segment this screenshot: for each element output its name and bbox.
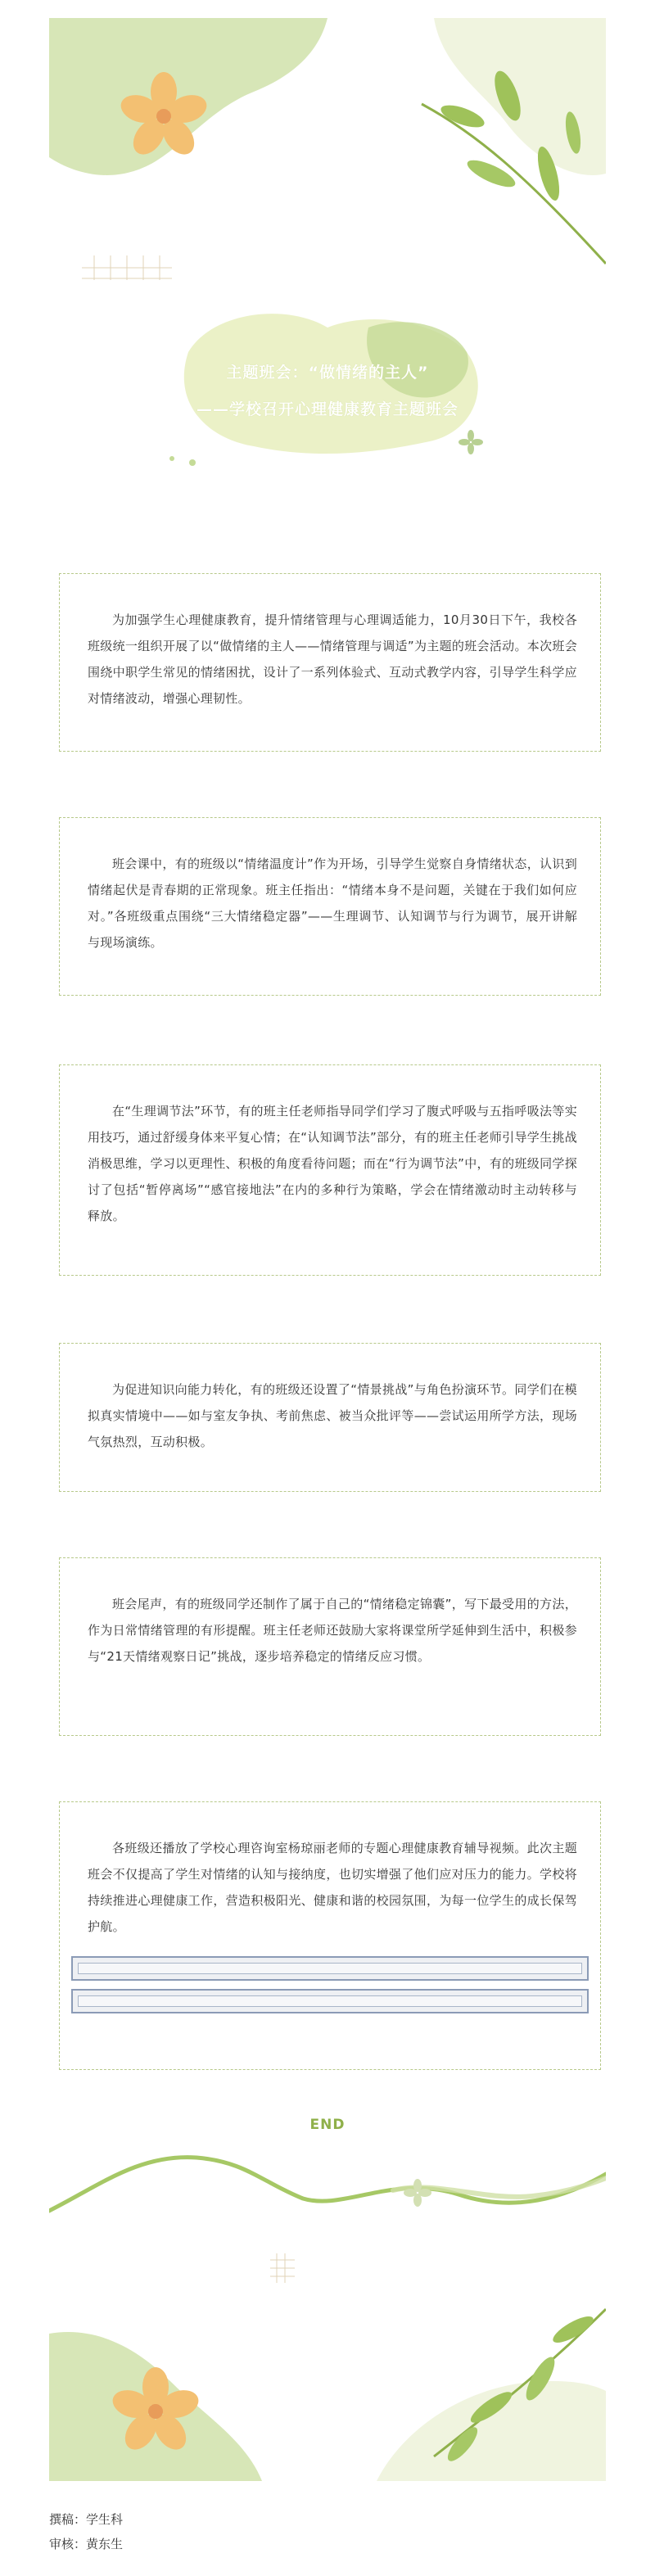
paragraph-2: 班会课中，有的班级以“情绪温度计”作为开场，引导学生觉察自身情绪状态，认识到情绪起伏是青春期的正常现象。班主任指出：“情绪本身不是问题，关键在于我们如何应对。”各班级重点围绕“三大情绪稳定器”——生理调节、认知调节与行为调节，展开讲解与现场演练。 [88,856,577,950]
paragraph-1: 为加强学生心理健康教育，提升情绪管理与心理调适能力，10月30日下午，我校各班级统一组织开展了以“做情绪的主人——情绪管理与调适”为主题的班会活动。本次班会围绕中职学生常见的情绪困扰，设计了一系列体验式、互动式教学内容，引导学生科学应对情绪波动，增强心理韧性。 [88,612,577,706]
paragraph-6: 各班级还播放了学校心理咨询室杨琼丽老师的专题心理健康教育辅导视频。此次主题班会不仅提高了学生对情绪的认知与接纳度，也切实增强了他们应对压力的能力。学校将持续推进心理健康工作，营造积极阳光、健康和谐的校园氛围，为每一位学生的成长保驾护航。 [88,1841,577,1934]
paragraph-3: 在“生理调节法”环节，有的班主任老师指导同学们学习了腹式呼吸与五指呼吸法等实用技巧，通过舒缓身体来平复心情；在“认知调节法”部分，有的班主任老师引导学生挑战消极思维，学习以更理性、积极的角度看待问题；而在“行为调节法”中，有的班级同学探讨了包括“暂停离场”“感官接地法”在内的多种行为策略，学会在情绪激动时主动转移与释放。 [88,1104,577,1223]
title-line-2: ——学校召开心理健康教育主题班会 [196,400,458,418]
dots-decoration-icon [169,456,196,467]
title-block [0,360,655,419]
cream-watercolor-blob [377,2381,606,2481]
video-player-bar[interactable] [71,1989,589,2013]
content-card-3 [59,1064,601,1276]
grid-decoration-icon [270,2253,295,2283]
video-player-bar[interactable] [71,1956,589,1981]
content-card-1 [59,573,601,752]
wave-line [49,2158,606,2211]
header-decoration [49,18,606,280]
content-card-2 [59,817,601,996]
paragraph-5: 班会尾声，有的班级同学还制作了属于自己的“情绪稳定锦囊”，写下最受用的方法，作为日常情绪管理的有形提醒。班主任老师还鼓励大家将课堂所学延伸到生活中，积极参与“21天情绪观察日记”挑战，逐步培养稳定的情绪反应习惯。 [88,1597,577,1664]
grid-decoration-icon [82,255,172,280]
credits [49,2507,123,2556]
author-credit: 撰稿：学生科 [49,2512,124,2527]
content-card-5 [59,1557,601,1736]
small-flower-icon [404,2179,431,2207]
footer-decoration [49,2137,606,2481]
content-card-4 [59,1343,601,1492]
end-label: END [309,2117,346,2133]
paragraph-4: 为促进知识向能力转化，有的班级还设置了“情景挑战”与角色扮演环节。同学们在模拟真实情境中——如与室友争执、考前焦虑、被当众批评等——尝试运用所学方法，现场气氛热烈，互动积极。 [88,1382,577,1449]
reviewer-credit: 审核：黄东生 [49,2537,124,2551]
cream-watercolor-blob [434,18,606,175]
title-line-1: 主题班会：“做情绪的主人” [226,364,429,382]
small-flower-icon [458,430,483,454]
content-card-6 [59,1801,601,2070]
